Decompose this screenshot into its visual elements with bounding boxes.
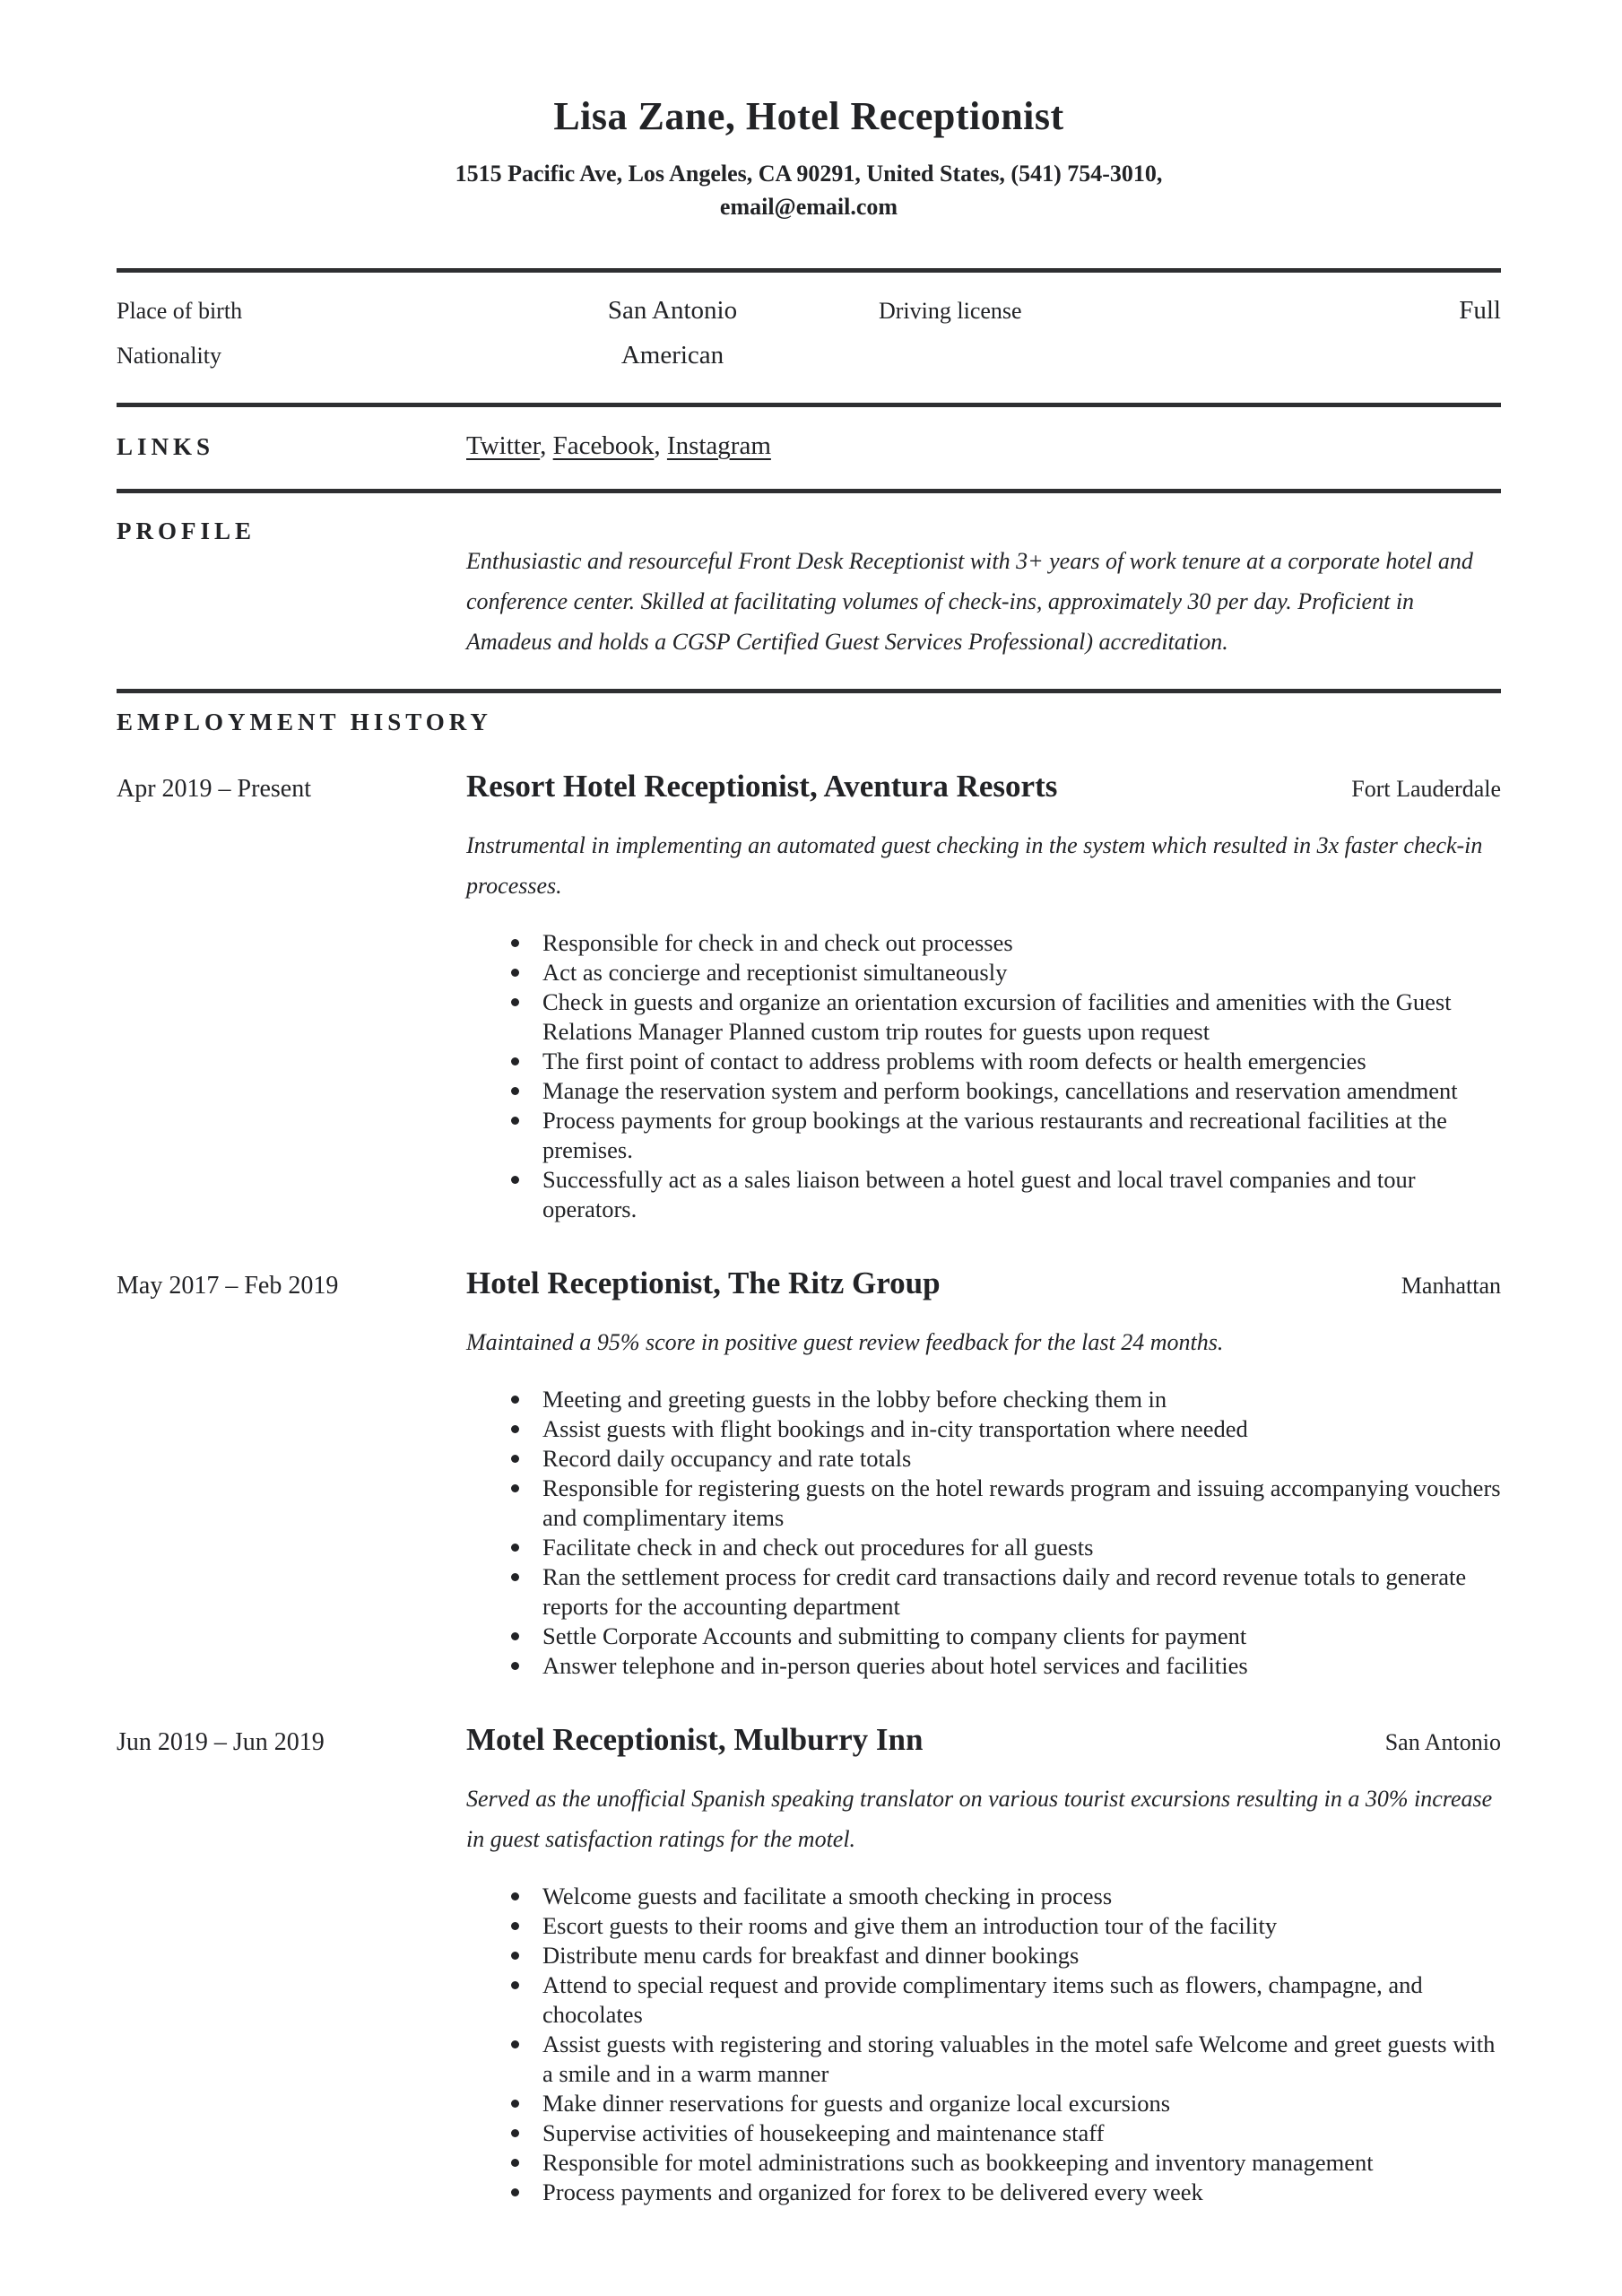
detail-value-nationality: American [620, 341, 724, 370]
profile-text: Enthusiastic and resourceful Front Desk Receptionist with 3+ years of work tenure at a corporate hotel and conference center. Skilled at facilitating volumes of check-ins, approximately 30 per day. Proficient in Amadeus and holds a CGSP Certified Guest Services Professional) accreditation. [466, 548, 1473, 655]
personal-details-section [117, 273, 1501, 403]
job-head [466, 1722, 1501, 1758]
job-location: Fort Lauderdale [1351, 776, 1501, 802]
job-bullets [466, 1882, 1501, 2207]
job-bullet: Responsible for motel administrations such as bookkeeping and inventory management [466, 2148, 1501, 2178]
detail-label-driving-license: Driving license [879, 298, 1022, 324]
job-summary: Served as the unofficial Spanish speaking translator on various tourist excursions resulting in a 30% increase in guest satisfaction ratings for the motel. [466, 1786, 1493, 1852]
job-bullet: Check in guests and organize an orientation excursion of facilities and amenities with the Guest Relations Manager Planned custom trip routes for guests upon request [466, 987, 1501, 1047]
job-dates: May 2017 – Feb 2019 [117, 1272, 339, 1300]
job-head [466, 769, 1501, 804]
links-heading: LINKS [117, 433, 215, 460]
job-bullet: Welcome guests and facilitate a smooth checking in process [466, 1882, 1501, 1911]
contact-info [117, 157, 1501, 223]
link-facebook[interactable]: Facebook [552, 431, 655, 460]
job-bullet: Successfully act as a sales liaison between a hotel guest and local travel companies and tour operators. [466, 1165, 1501, 1224]
profile-heading: PROFILE [117, 517, 256, 544]
job-bullet: Distribute menu cards for breakfast and dinner bookings [466, 1941, 1501, 1970]
job-main [466, 1265, 1501, 1681]
job-bullet: Process payments for group bookings at the various restaurants and recreational facilities at the premises. [466, 1106, 1501, 1165]
detail-label-place-of-birth: Place of birth [117, 298, 243, 324]
job-bullet: Assist guests with registering and storing valuables in the motel safe Welcome and greet guests with a smile and in a warm manner [466, 2030, 1501, 2089]
job-bullet: Make dinner reservations for guests and organize local excursions [466, 2089, 1501, 2118]
link-instagram[interactable]: Instagram [666, 431, 771, 460]
job-bullet: Meeting and greeting guests in the lobby before checking them in [466, 1385, 1501, 1414]
job-entry [117, 769, 1501, 1224]
resume-header [117, 0, 1501, 223]
job-bullets [466, 1385, 1501, 1681]
job-bullet: Attend to special request and provide complimentary items such as flowers, champagne, and chocolates [466, 1970, 1501, 2030]
detail-row [117, 296, 1501, 326]
profile-section [117, 493, 1501, 689]
job-bullet: Settle Corporate Accounts and submitting to company clients for payment [466, 1622, 1501, 1651]
job-title: Hotel Receptionist, The Ritz Group [466, 1265, 941, 1300]
job-bullet: Ran the settlement process for credit card transactions daily and record revenue totals to generate reports for the accounting department [466, 1562, 1501, 1622]
employment-heading: EMPLOYMENT HISTORY [117, 709, 492, 735]
employment-history-section [117, 693, 1501, 2207]
job-bullet: Assist guests with flight bookings and in-city transportation where needed [466, 1414, 1501, 1444]
job-bullet: Responsible for registering guests on the hotel rewards program and issuing accompanying vouchers and complimentary items [466, 1474, 1501, 1533]
job-dates: Apr 2019 – Present [117, 775, 311, 803]
contact-line-1: 1515 Pacific Ave, Los Angeles, CA 90291, United States, (541) 754-3010, [455, 161, 1163, 187]
job-entry [117, 1722, 1501, 2207]
job-bullets [466, 928, 1501, 1224]
contact-line-2: email@email.com [719, 194, 898, 220]
job-title: Resort Hotel Receptionist, Aventura Resorts [466, 769, 1058, 804]
job-bullet: Act as concierge and receptionist simultaneously [466, 958, 1501, 987]
job-bullet: Process payments and organized for forex to be delivered every week [466, 2178, 1501, 2207]
job-summary: Maintained a 95% score in positive guest review feedback for the last 24 months. [466, 1329, 1224, 1355]
job-bullet: Responsible for check in and check out processes [466, 928, 1501, 958]
page-title: Lisa Zane, Hotel Receptionist [553, 94, 1064, 138]
job-bullet: Manage the reservation system and perform bookings, cancellations and reservation amendment [466, 1076, 1501, 1106]
job-summary: Instrumental in implementing an automated guest checking in the system which resulted in 3x faster check-in processes. [466, 832, 1483, 899]
job-bullet: Facilitate check in and check out procedures for all guests [466, 1533, 1501, 1562]
job-dates: Jun 2019 – Jun 2019 [117, 1728, 325, 1756]
job-location: San Antonio [1384, 1729, 1501, 1755]
detail-row [117, 341, 1501, 370]
job-bullet: The first point of contact to address problems with room defects or health emergencies [466, 1047, 1501, 1076]
detail-value-place-of-birth: San Antonio [607, 296, 738, 325]
job-bullet: Answer telephone and in-person queries about hotel services and facilities [466, 1651, 1501, 1681]
job-main [466, 769, 1501, 1224]
job-bullet: Record daily occupancy and rate totals [466, 1444, 1501, 1474]
jobs-list [117, 769, 1501, 2207]
job-title: Motel Receptionist, Mulburry Inn [466, 1722, 924, 1757]
detail-label-nationality: Nationality [117, 343, 221, 369]
job-entry [117, 1265, 1501, 1681]
link-twitter[interactable]: Twitter [466, 431, 541, 460]
job-head [466, 1265, 1501, 1301]
job-bullet: Supervise activities of housekeeping and maintenance staff [466, 2118, 1501, 2148]
job-main [466, 1722, 1501, 2207]
detail-value-driving-license: Full [1459, 296, 1501, 325]
job-bullet: Escort guests to their rooms and give them an introduction tour of the facility [466, 1911, 1501, 1941]
links-section [117, 407, 1501, 489]
job-location: Manhattan [1401, 1273, 1501, 1299]
links-list: Twitter, Facebook, Instagram [466, 431, 771, 460]
